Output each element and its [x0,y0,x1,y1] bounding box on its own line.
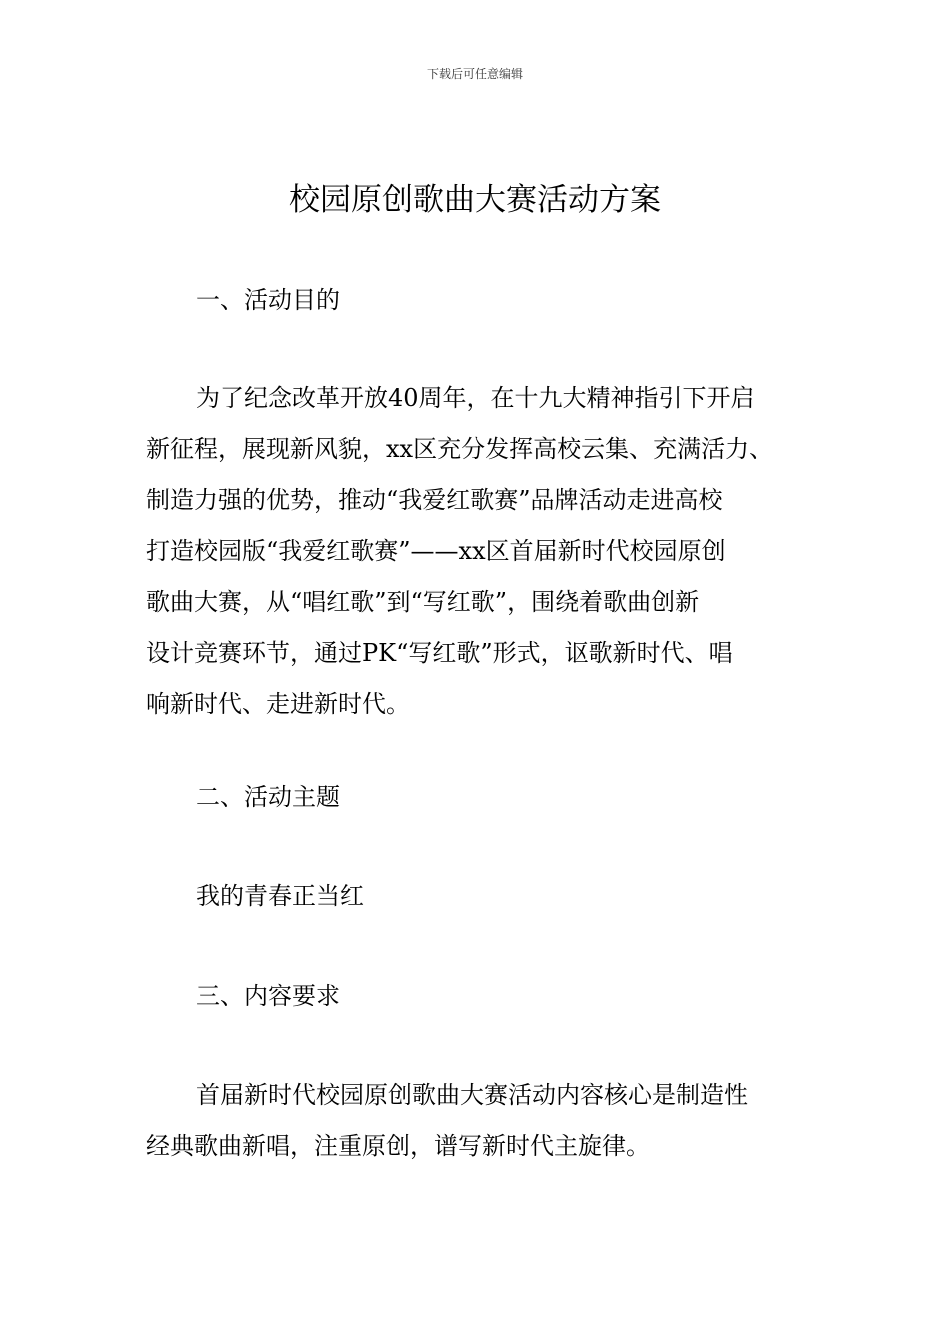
body-line: 设计竞赛环节，通过PK“写红歌”形式，讴歌新时代、唱 [146,639,733,667]
section-body-requirements [146,1070,806,1172]
section-heading-theme: 二、活动主题 [196,783,340,811]
body-line: 制造力强的优势，推动“我爱红歌赛”品牌活动走进高校 [146,486,723,514]
body-line: 打造校园版“我爱红歌赛”——xx区首届新时代校园原创 [146,537,726,565]
header-note: 下载后可任意编辑 [426,67,523,81]
body-line: 歌曲大赛，从“唱红歌”到“写红歌”，围绕着歌曲创新 [146,588,700,616]
section-body-purpose [146,373,806,730]
body-line: 首届新时代校园原创歌曲大赛活动内容核心是制造性 [196,1081,748,1109]
section-heading-purpose: 一、活动目的 [196,286,340,314]
body-line: 新征程，展现新风貌，xx区充分发挥高校云集、充满活力、 [146,435,774,463]
body-line: 我的青春正当红 [196,882,364,910]
section-heading-requirements: 三、内容要求 [196,982,340,1010]
body-line: 响新时代、走进新时代。 [146,690,410,718]
document-title: 校园原创歌曲大赛活动方案 [289,182,661,218]
section-body-theme [146,871,806,922]
body-line: 为了纪念改革开放40周年，在十九大精神指引下开启 [196,384,755,412]
body-line: 经典歌曲新唱，注重原创，谱写新时代主旋律。 [146,1132,650,1160]
